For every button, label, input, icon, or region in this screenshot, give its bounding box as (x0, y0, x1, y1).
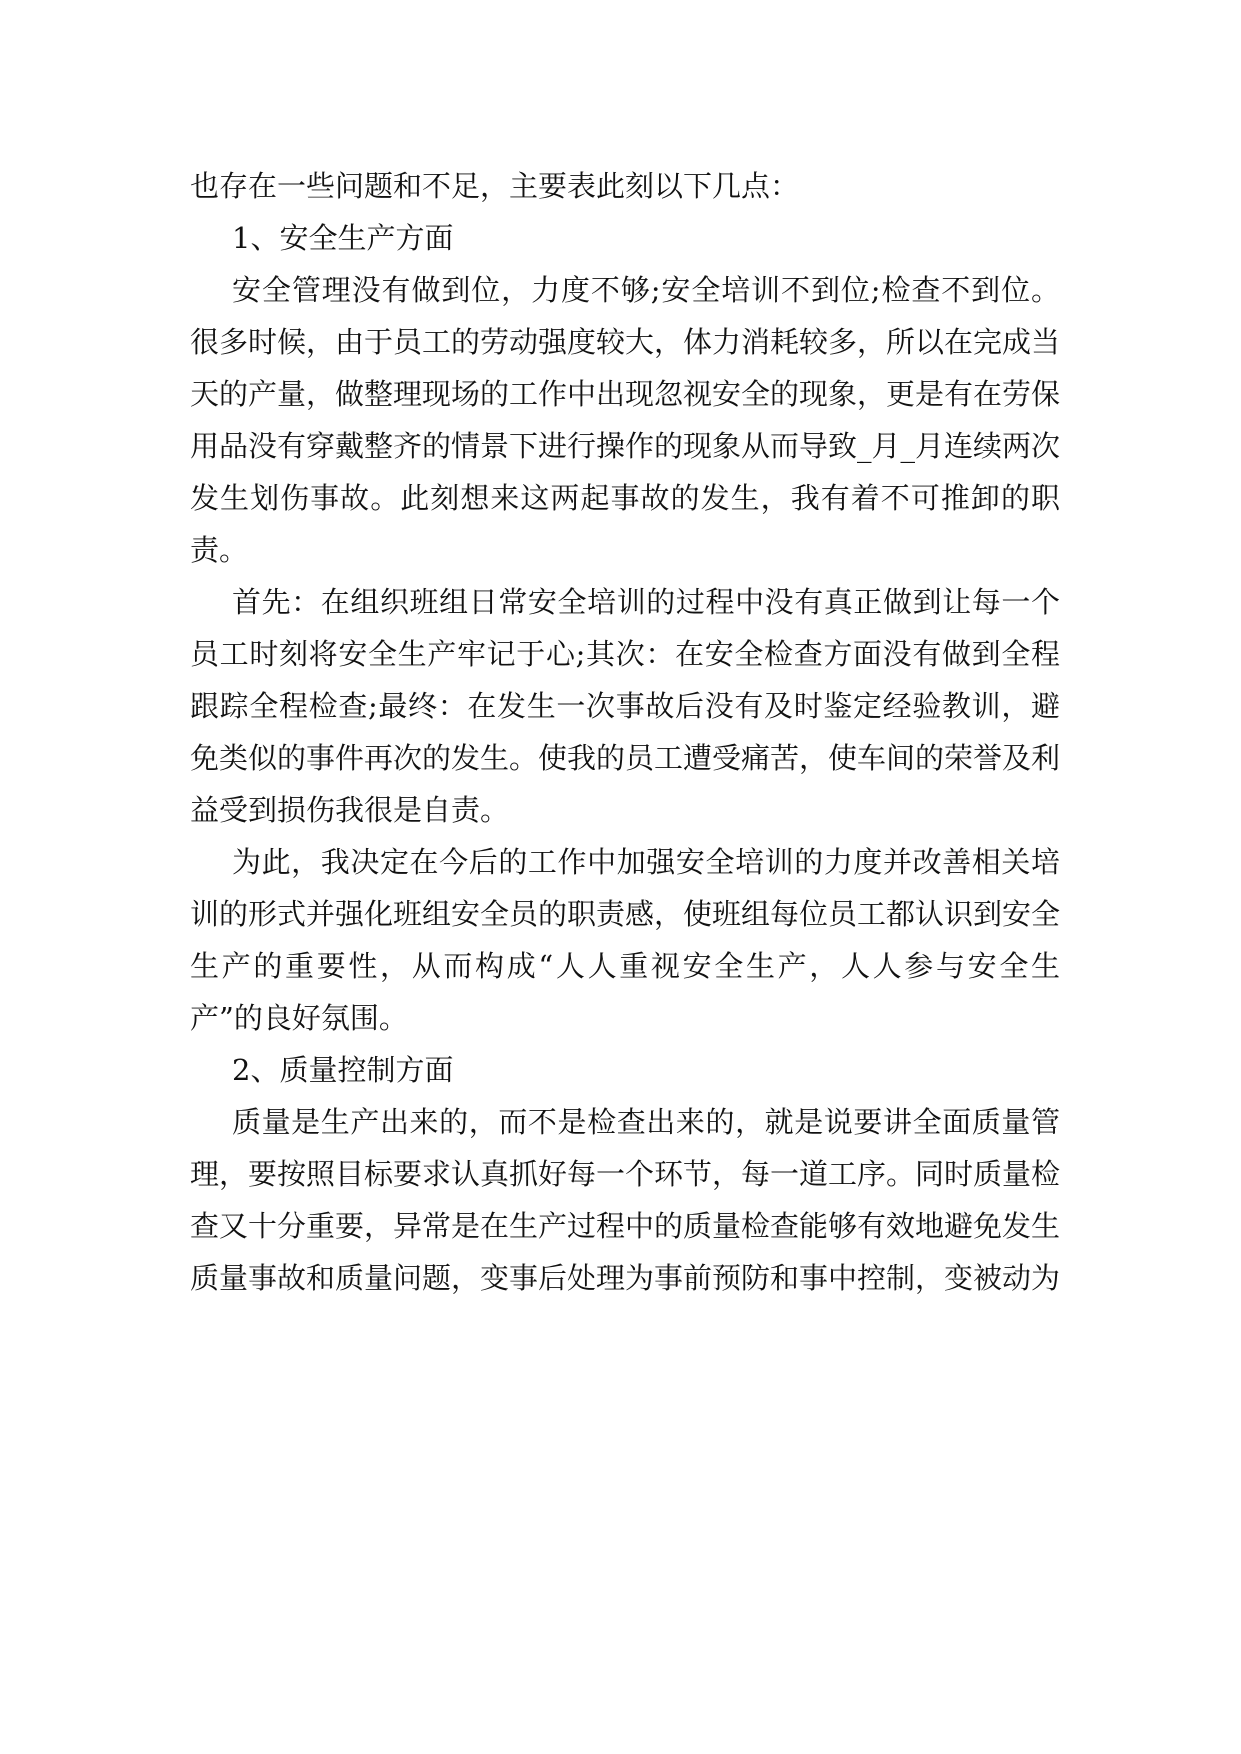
safety-paragraph-3: 为此，我决定在今后的工作中加强安全培训的力度并改善相关培训的形式并强化班组安全员的职责感，使班组每位员工都认识到安全生产的重要性，从而构成“人人重视安全生产，人人参与安全生产”的良好氛围。 (190, 845, 1061, 1035)
quality-paragraph-1: 质量是生产出来的，而不是检查出来的，就是说要讲全面质量管理，要按照目标要求认真抓好每一个环节，每一道工序。同时质量检查又十分重要，异常是在生产过程中的质量检查能够有效地避免发生质量事故和质量问题，变事后处理为事前预防和事中控制，变被动为 (190, 1105, 1061, 1295)
section-heading-quality: 2、质量控制方面 (232, 1053, 454, 1087)
safety-paragraph-2: 首先：在组织班组日常安全培训的过程中没有真正做到让每一个员工时刻将安全生产牢记于心;其次：在安全检查方面没有做到全程跟踪全程检查;最终：在发生一次事故后没有及时鉴定经验教训，避免类似的事件再次的发生。使我的员工遭受痛苦，使车间的荣誉及利益受到损伤我很是自责。 (190, 585, 1061, 827)
document-page (190, 160, 1060, 1304)
safety-paragraph-1: 安全管理没有做到位，力度不够;安全培训不到位;检查不到位。很多时候，由于员工的劳动强度较大，体力消耗较多，所以在完成当天的产量，做整理现场的工作中出现忽视安全的现象，更是有在劳保用品没有穿戴整齐的情景下进行操作的现象从而导致_月_月连续两次发生划伤事故。此刻想来这两起事故的发生，我有着不可推卸的职责。 (190, 273, 1061, 567)
intro-paragraph: 也存在一些问题和不足，主要表此刻以下几点： (190, 169, 800, 203)
section-heading-safety: 1、安全生产方面 (232, 221, 454, 255)
